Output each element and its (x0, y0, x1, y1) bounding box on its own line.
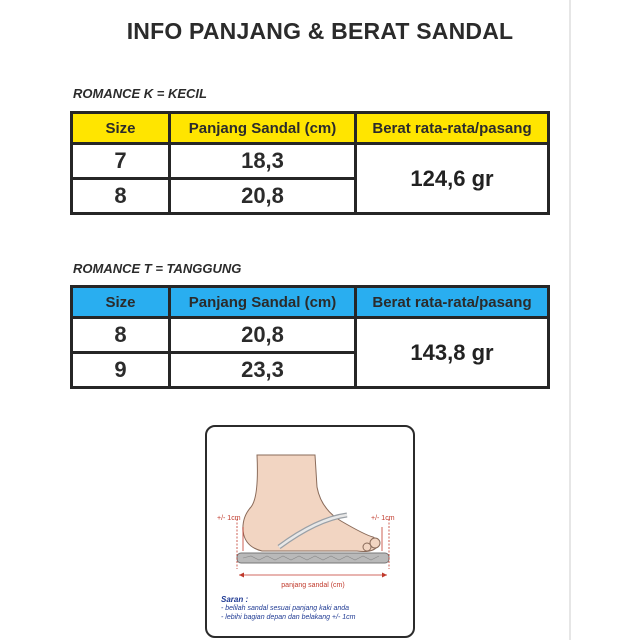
saran-line: - belilah sandal sesuai panjang kaki anda (221, 605, 350, 612)
arrow-head-right (382, 573, 387, 578)
size-table-tanggung (70, 285, 550, 389)
size-cell: 8 (73, 319, 168, 351)
weight-cell: 124,6 gr (357, 145, 547, 212)
header-length: Panjang Sandal (cm) (171, 288, 354, 316)
sizing-diagram-card (205, 425, 415, 638)
toe-shape (370, 538, 380, 548)
header-length: Panjang Sandal (cm) (171, 114, 354, 142)
tolerance-left-label: +/- 1cm (217, 515, 241, 522)
size-cell: 9 (73, 354, 168, 386)
length-cell: 20,8 (171, 319, 354, 351)
sandal-sole (237, 553, 389, 563)
arrow-head-left (239, 573, 244, 578)
tolerance-right-label: +/- 1cm (371, 515, 395, 522)
toe-shape (363, 543, 371, 551)
length-cell: 23,3 (171, 354, 354, 386)
size-table-kecil (70, 111, 550, 215)
header-weight: Berat rata-rata/pasang (357, 288, 547, 316)
section-label-tanggung: ROMANCE T = TANGGUNG (73, 261, 242, 276)
size-cell: 8 (73, 180, 168, 212)
saran-note (221, 595, 355, 622)
page-title: INFO PANJANG & BERAT SANDAL (126, 18, 514, 44)
header-weight: Berat rata-rata/pasang (357, 114, 547, 142)
length-label: panjang sandal (cm) (281, 582, 345, 589)
saran-line: - lebihi bagian depan dan belakang +/- 1cm (221, 614, 356, 621)
weight-cell: 143,8 gr (357, 319, 547, 386)
page-edge-divider (569, 0, 571, 640)
foot-shape (243, 455, 378, 552)
saran-title: Saran : (221, 595, 249, 604)
length-cell: 18,3 (171, 145, 354, 177)
section-label-kecil: ROMANCE K = KECIL (73, 86, 207, 101)
header-size: Size (73, 114, 168, 142)
header-size: Size (73, 288, 168, 316)
length-cell: 20,8 (171, 180, 354, 212)
size-cell: 7 (73, 145, 168, 177)
